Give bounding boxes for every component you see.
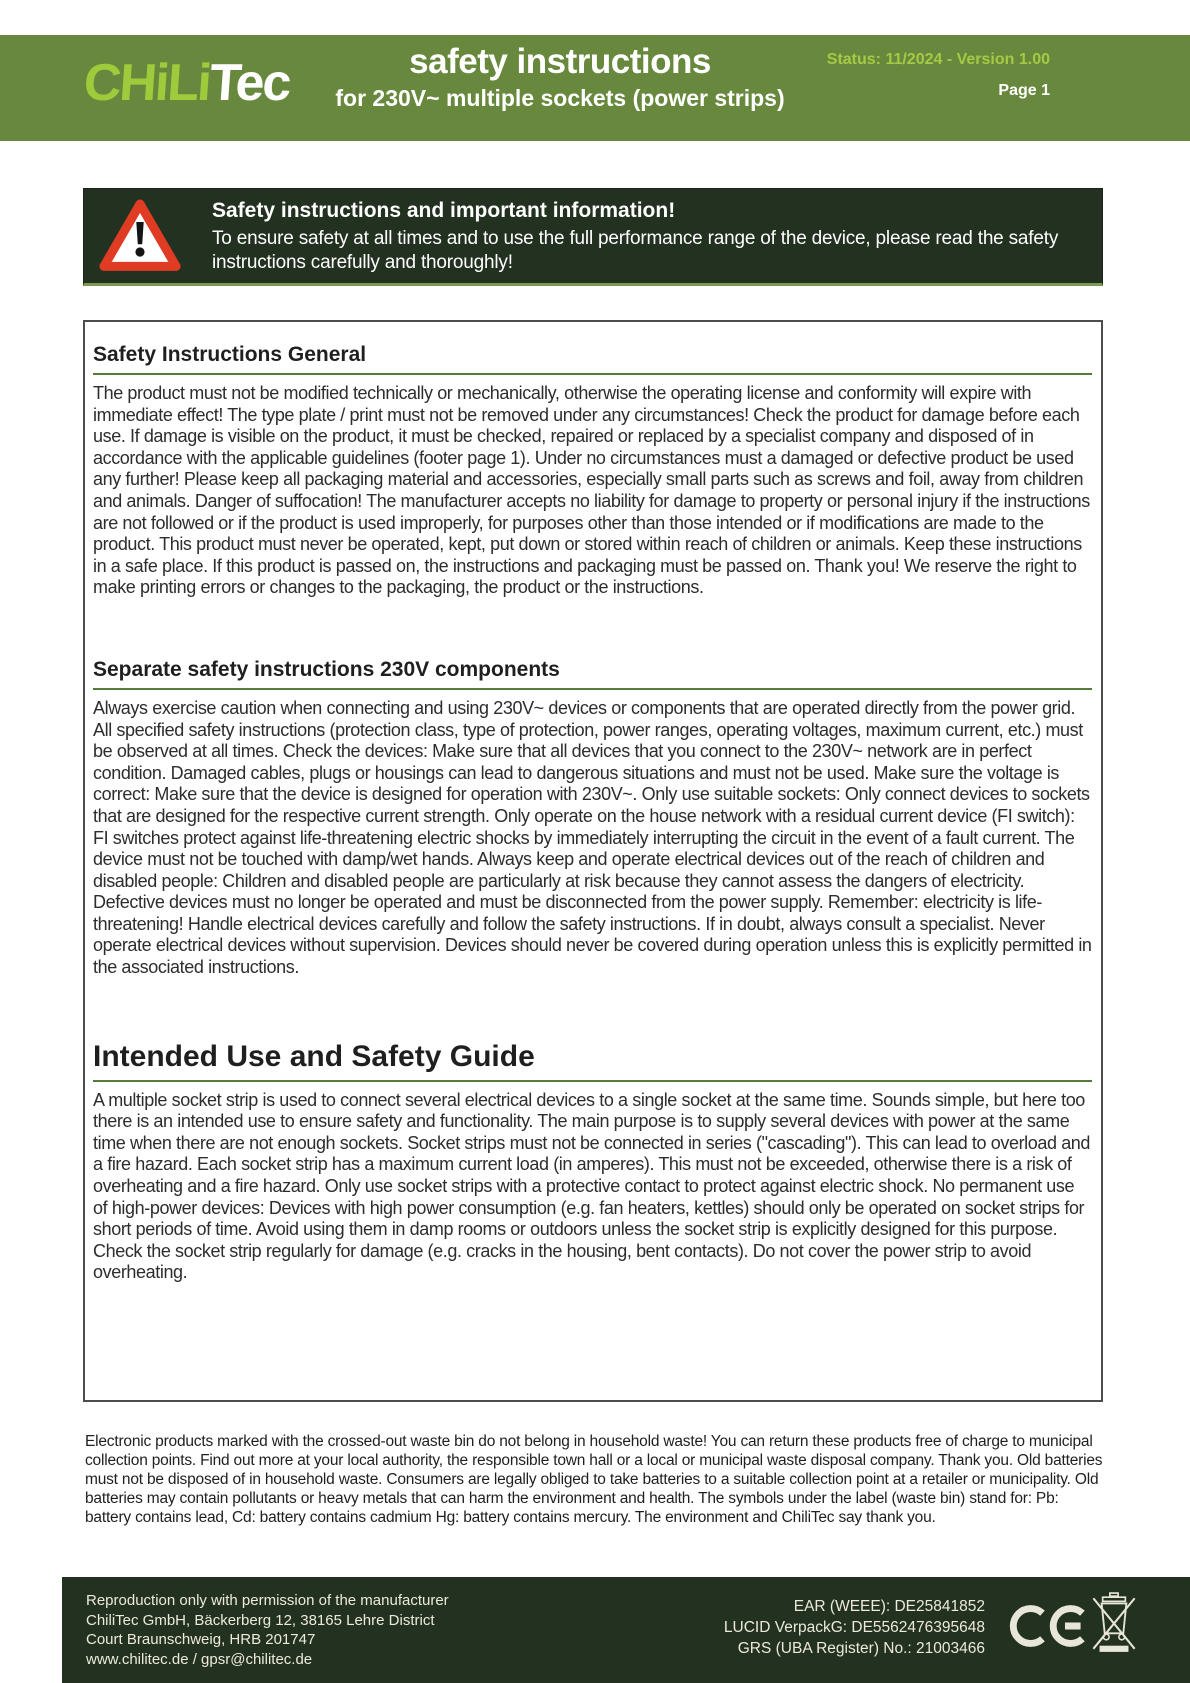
footer-line-contact: www.chilitec.de / gpsr@chilitec.de	[86, 1650, 313, 1668]
logo-part-chili: CHiLi	[81, 54, 212, 112]
main-content-box	[83, 320, 1103, 1402]
section-230v-components	[93, 657, 1092, 979]
section-heading: Safety Instructions General	[93, 343, 367, 366]
footer-bar	[62, 1577, 1190, 1683]
footer-line-ear: EAR (WEEE): DE25841852	[793, 1598, 985, 1615]
warning-banner	[83, 188, 1103, 286]
heading-rule	[93, 1080, 1092, 1082]
page-number-label: Page 1	[998, 82, 1050, 99]
warning-title: Safety instructions and important information!	[212, 199, 676, 222]
footer-line-company: ChiliTec GmbH, Bäckerberg 12, 38165 Lehre District	[86, 1611, 435, 1629]
header-title-block	[280, 42, 840, 112]
registration-numbers-block	[62, 1596, 985, 1659]
heading-rule	[93, 688, 1092, 690]
logo-part-tec: Tec	[207, 54, 292, 112]
heading-rule	[93, 373, 1092, 375]
footer-line-court: Court Braunschweig, HRB 201747	[86, 1631, 316, 1648]
section-body: The product must not be modified technically or mechanically, otherwise the operating license and conformity will expire with immediate effect! The type plate / print must not be removed under any circumstances! Check the product for damage before each use. If damage is visible on the product, it must be checked, repaired or replaced by a specialist company and disposed of in accordance with the applicable guidelines (footer page 1). Under no circumstances must a damaged or defective product be used any further! Please keep all packaging material and accessories, especially small parts such as screws and foil, away from children and animals. Danger of suffocation! The manufacturer accepts no liability for damage to property or personal injury if the instructions are not followed or if the product is used improperly, for purposes other than those intended or if modifications are made to the product. This product must never be operated, kept, put down or stored within reach of children or animals. Keep these instructions in a safe place. If this product is passed on, the instructions and packaging must be passed on. Thank you! We reserve the right to make printing errors or changes to the packaging, the product or the instructions.	[93, 383, 1090, 598]
warning-text-block	[212, 198, 1084, 275]
section-body: Always exercise caution when connecting and using 230V~ devices or components that are operated directly from the power grid. All specified safety instructions (protection class, type of protection, power ranges, operating voltages, maximum current, etc.) must be observed at all times. Check the devices: Make sure that all devices that you connect to the 230V~ network are in perfect condition. Damaged cables, plugs or housings can lead to dangerous situations and must not be used. Make sure the voltage is correct: Make sure that the device is designed for operation with 230V~. Only use suitable sockets: Only connect devices to sockets that are designed for the respective current strength. Only operate on the house network with a residual current device (FI switch): FI switches protect against life-threatening electric shocks by immediately interrupting the circuit in the event of a fault current. The device must not be touched with damp/wet hands. Always keep and operate electrical devices out of the reach of children and disabled people: Children and disabled people are particularly at risk because they cannot assess the dangers of electricity. Defective devices must no longer be operated and must be disconnected from the power supply. Remember: electricity is life-threatening! Handle electrical devices carefully and follow the safety instructions. If in doubt, always consult a specialist. Never operate electrical devices without supervision. Devices should never be covered during operation unless this is explicitly permitted in the associated instructions.	[93, 697, 1092, 978]
section-heading: Intended Use and Safety Guide	[93, 1039, 535, 1073]
page-subtitle: for 230V~ multiple sockets (power strips)	[335, 85, 785, 111]
ce-mark-icon	[1009, 1598, 1087, 1654]
section-body: A multiple socket strip is used to connect several electrical devices to a single socket at the same time. Sounds simple, but here too there is an intended use to ensure safety and functionality. The main purpose is to supply several devices with power at the same time when there are not enough sockets. Socket strips must not be connected in series ("cascading"). This can lead to overload and a fire hazard. Each socket strip has a maximum current load (in amperes). This must not be exceeded, otherwise there is a risk of overheating and a fire hazard. Only use socket strips with a protective contact to protect against electric shock. No permanent use of high-power devices: Devices with high power consumption (e.g. fan heaters, kettles) should only be operated on socket strips for short periods of time. Avoid using them in damp rooms or outdoors unless the socket strip is explicitly designed for this purpose. Check the socket strip regularly for damage (e.g. cracks in the housing, bent contacts). Do not cover the power strip to avoid overheating.	[93, 1089, 1091, 1283]
weee-crossed-bin-icon	[1091, 1591, 1137, 1655]
page-title: safety instructions	[409, 42, 711, 81]
chilitec-logo	[81, 54, 292, 112]
header-meta-block	[827, 51, 1050, 100]
disposal-note: Electronic products marked with the crossed-out waste bin do not belong in household waste! You can return these products free of charge to municipal collection points. Find out more at your local authority, the responsible town hall or a local or municipal waste disposal company. Thank you. Old batteries must not be disposed of in household waste. Consumers are legally obliged to take batteries to a suitable collection point at a retailer or municipality. Old batteries may contain pollutants or heavy metals that can harm the environment and health. The symbols under the label (waste bin) stand for: Pb: battery contains lead, Cd: battery contains cadmium Hg: battery contains mercury. The environment and ChiliTec say thank you.	[85, 1433, 1103, 1526]
section-heading: Separate safety instructions 230V components	[93, 657, 560, 681]
header-bar	[0, 35, 1190, 141]
section-safety-general	[93, 342, 1092, 599]
footer-line-grs: GRS (UBA Register) No.: 21003466	[737, 1640, 985, 1657]
footer-line-lucid: LUCID VerpackG: DE5562476395648	[723, 1619, 985, 1636]
warning-triangle-icon	[99, 198, 181, 274]
warning-body: To ensure safety at all times and to use the full performance range of the device, please read the safety instructions carefully and thoroughly!	[212, 228, 1059, 273]
section-intended-use	[93, 1039, 1092, 1284]
footer-line-reproduction: Reproduction only with permission of the manufacturer	[86, 1592, 449, 1609]
status-version-label: Status: 11/2024 - Version 1.00	[826, 51, 1050, 68]
